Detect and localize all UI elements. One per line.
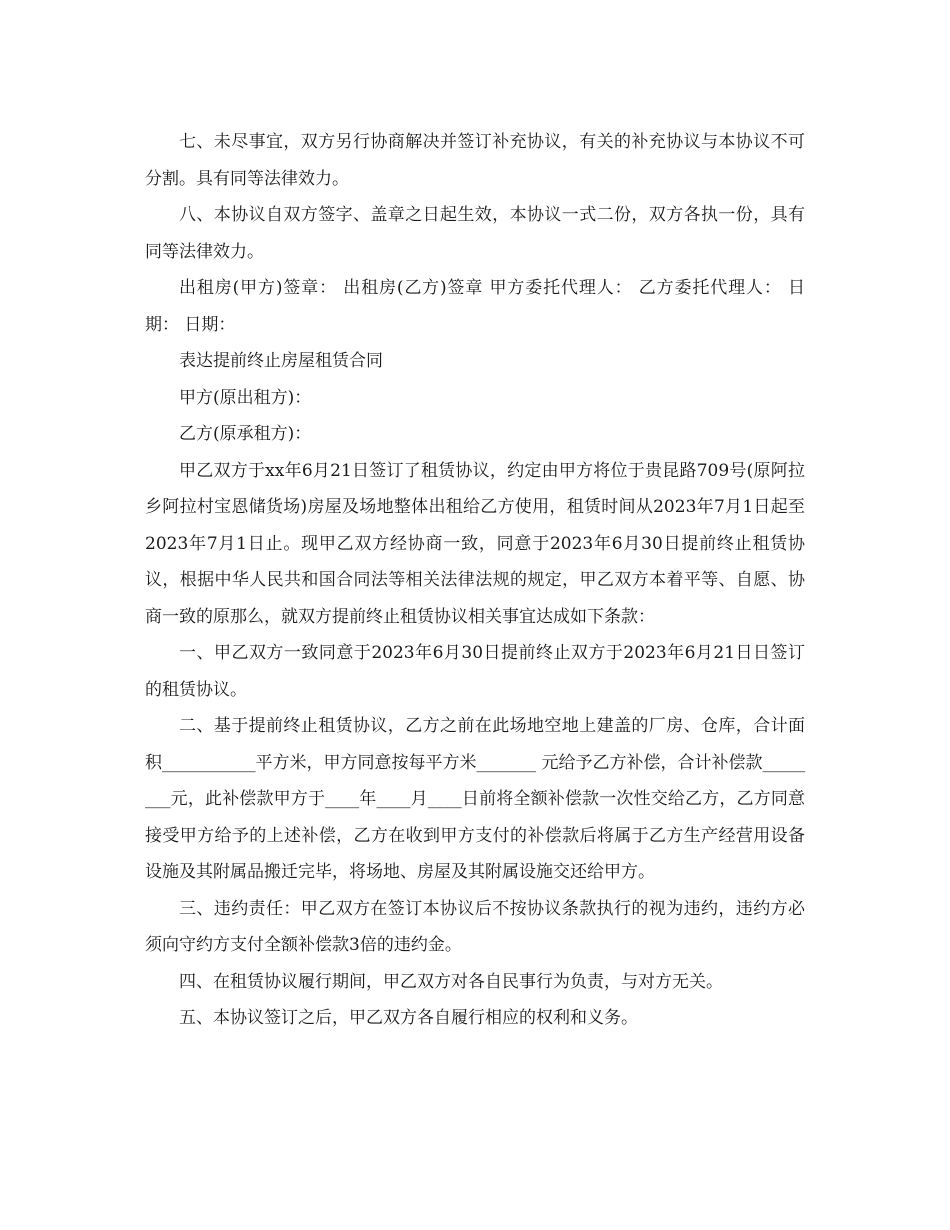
paragraph-clause-7: 七、未尽事宜，双方另行协商解决并签订补充协议，有关的补充协议与本协议不可分割。具有同等法律效力。 xyxy=(145,132,805,189)
paragraph-clause-2: 二、基于提前终止租赁协议，乙方之前在此场地空地上建盖的厂房、仓库，合计面积___________平方米，甲方同意按每平方米_______ 元给予乙方补偿，合计补偿款________元，此补偿款甲方于____年____月____日前将全额补偿款一次性交给乙方，乙方同意接受甲方给予的上述补偿，乙方在收到甲方支付的补偿款后将属于乙方生产经营用设备设施及其附属品搬迁完毕，将场地、房屋及其附属设施交还给甲方。 xyxy=(145,716,805,882)
paragraph-clause-8: 八、本协议自双方签字、盖章之日起生效，本协议一式二份，双方各执一份，具有同等法律效力。 xyxy=(145,205,805,262)
paragraph-title: 表达提前终止房屋租赁合同 xyxy=(179,351,383,371)
paragraph-party-b: 乙方(原承租方)： xyxy=(179,424,312,444)
document-body xyxy=(145,124,805,1037)
paragraph-clause-1: 一、甲乙双方一致同意于2023年6月30日提前终止双方于2023年6月21日日签订的租赁协议。 xyxy=(145,643,805,700)
paragraph-clause-3: 三、违约责任：甲乙双方在签订本协议后不按协议条款执行的视为违约，违约方必须向守约方支付全额补偿款3倍的违约金。 xyxy=(145,898,805,955)
paragraph-signatures: 出租房(甲方)签章： 出租房(乙方)签章 甲方委托代理人： 乙方委托代理人： 日期： 日期： xyxy=(145,278,805,335)
paragraph-preamble: 甲乙双方于xx年6月21日签订了租赁协议，约定由甲方将位于贵昆路709号(原阿拉乡阿拉村宝恩储货场)房屋及场地整体出租给乙方使用，租赁时间从2023年7月1日起至2023年7月1日止。现甲乙双方经协商一致，同意于2023年6月30日提前终止租赁协议，根据中华人民共和国合同法等相关法律法规的规定，甲乙双方本着平等、自愿、协商一致的原那么，就双方提前终止租赁协议相关事宜达成如下条款： xyxy=(145,460,805,627)
paragraph-clause-5: 五、本协议签订之后，甲乙双方各自履行相应的权利和义务。 xyxy=(179,1008,638,1028)
paragraph-clause-4: 四、在租赁协议履行期间，甲乙双方对各自民事行为负责，与对方无关。 xyxy=(179,971,723,992)
paragraph-party-a: 甲方(原出租方)： xyxy=(179,387,312,408)
